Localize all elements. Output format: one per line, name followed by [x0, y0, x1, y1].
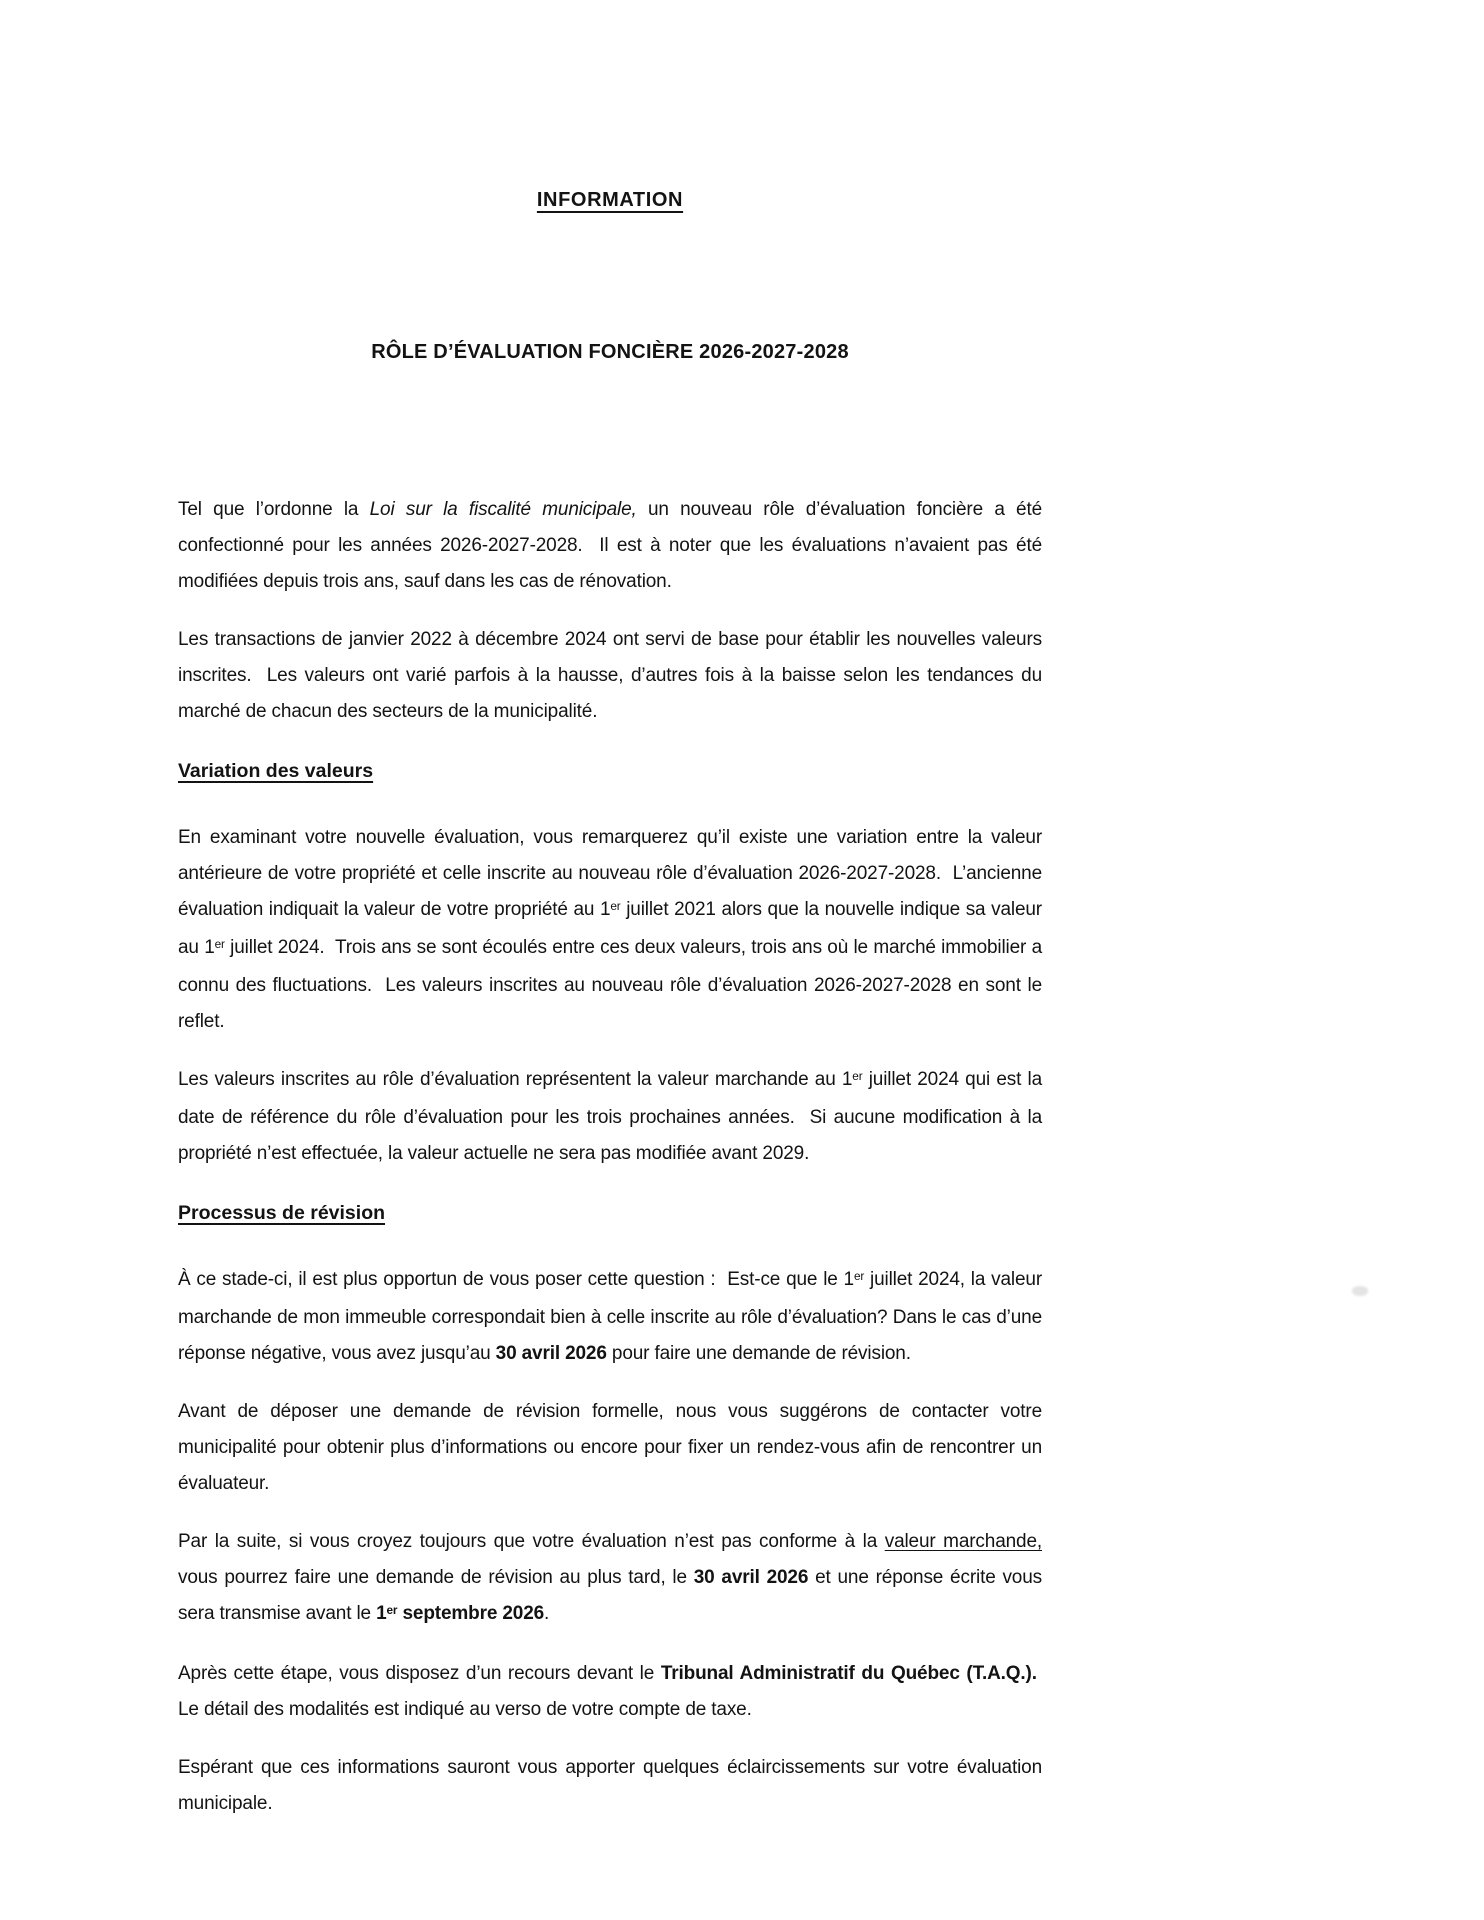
- text-run: Par la suite, si vous croyez toujours que votre évaluation n’est pas conforme à la: [178, 1531, 885, 1552]
- paragraph-revision-1: [178, 1262, 1042, 1372]
- text-run: Les valeurs inscrites au rôle d’évaluation représentent la valeur marchande au 1: [178, 1069, 853, 1090]
- document-body: [178, 186, 1042, 1844]
- text-run: Avant de déposer une demande de révision formelle, nous vous suggérons de contacter votre municipalité pour obtenir plus d’informations ou encore pour fixer un rendez-vous afin de rencontrer un évaluateur.: [178, 1401, 1042, 1494]
- text-run: Tel que l’ordonne la: [178, 499, 370, 520]
- text-run: À ce stade-ci, il est plus opportun de vous poser cette question : Est-ce que le 1: [178, 1269, 854, 1290]
- text-run: er: [852, 1069, 863, 1083]
- text-run: vous pourrez faire une demande de révision au plus tard, le: [178, 1567, 694, 1588]
- paragraph-variation-2: [178, 1062, 1042, 1172]
- text-run: juillet 2021 alors que la nouvelle indique sa valeur au 1: [178, 899, 1042, 958]
- text-run: En examinant votre nouvelle évaluation, vous remarquerez qu’il existe une variation entre la valeur antérieure de votre propriété et celle inscrite au nouveau rôle d’évaluation 2026-2027-2028. L’ancienne évaluation indiquait la valeur de votre propriété au 1: [178, 827, 1042, 920]
- paragraph-intro: [178, 492, 1042, 600]
- paragraph-revision-2: [178, 1394, 1042, 1502]
- text-run: Loi sur la fiscalité municipale,: [369, 499, 637, 520]
- text-run: pour faire une demande de révision.: [606, 1343, 911, 1364]
- text-run: Espérant que ces informations sauront vous apporter quelques éclaircissements sur votre évaluation municipale.: [178, 1757, 1042, 1814]
- paragraph-variation-1: [178, 820, 1042, 1040]
- text-run: juillet 2024. Trois ans se sont écoulés entre ces deux valeurs, trois ans où le marché immobilier a connu des fluctuations. Les valeurs inscrites au nouveau rôle d’évaluation 2026-2027-2028 en sont le reflet.: [178, 937, 1042, 1032]
- text-run: Les transactions de janvier 2022 à décembre 2024 ont servi de base pour établir les nouvelles valeurs inscrites. Les valeurs ont varié parfois à la hausse, d’autres fois à la baisse selon les tendances du marché de chacun des secteurs de la municipalité.: [178, 629, 1042, 722]
- section-heading-processus-de-revision: Processus de révision: [178, 1202, 386, 1224]
- section-heading-variation-des-valeurs: Variation des valeurs: [178, 760, 374, 782]
- paragraph-taq-recours: [178, 1656, 1042, 1728]
- paragraph-revision-3: [178, 1524, 1042, 1634]
- scan-artifact: [1352, 1286, 1368, 1296]
- text-run: juillet 2024, la valeur marchande de mon immeuble correspondait bien à celle inscrite au rôle d’évaluation? Dans le cas d’une réponse négative, vous avez jusqu’au: [178, 1269, 1042, 1364]
- document-title: INFORMATION: [536, 189, 684, 211]
- text-run: 30 avril 2026: [693, 1567, 809, 1588]
- text-run: 30 avril 2026: [495, 1343, 607, 1364]
- text-run: 1: [376, 1603, 387, 1624]
- text-run: er: [214, 937, 225, 951]
- text-run: septembre 2026: [397, 1603, 545, 1624]
- text-run: et une réponse écrite vous sera transmise avant le: [178, 1567, 1042, 1624]
- text-run: er: [610, 899, 621, 913]
- text-run: .: [544, 1603, 550, 1624]
- text-run: Le détail des modalités est indiqué au verso de votre compte de taxe.: [178, 1663, 1042, 1720]
- paragraph-transactions: [178, 622, 1042, 730]
- text-run: Tribunal Administratif du Québec (T.A.Q.).: [660, 1663, 1037, 1684]
- text-run: er: [853, 1269, 865, 1283]
- text-run: juillet 2024 qui est la date de référence du rôle d’évaluation pour les trois prochaines années. Si aucune modification à la propriété n’est effectuée, la valeur actuelle ne sera pas modifiée avant 2029.: [178, 1069, 1042, 1164]
- document-subtitle: RÔLE D’ÉVALUATION FONCIÈRE 2026-2027-2028: [371, 341, 849, 363]
- paragraph-closing: [178, 1750, 1042, 1822]
- text-run: valeur marchande,: [884, 1531, 1042, 1552]
- text-run: un nouveau rôle d’évaluation foncière a été confectionné pour les années 2026-2027-2028. Il est à noter que les évaluations n’avaient pas été modifiées depuis trois ans, sauf dans les cas de rénovation.: [178, 499, 1043, 592]
- text-run: Après cette étape, vous disposez d’un recours devant le: [178, 1663, 661, 1684]
- text-run: er: [386, 1603, 398, 1617]
